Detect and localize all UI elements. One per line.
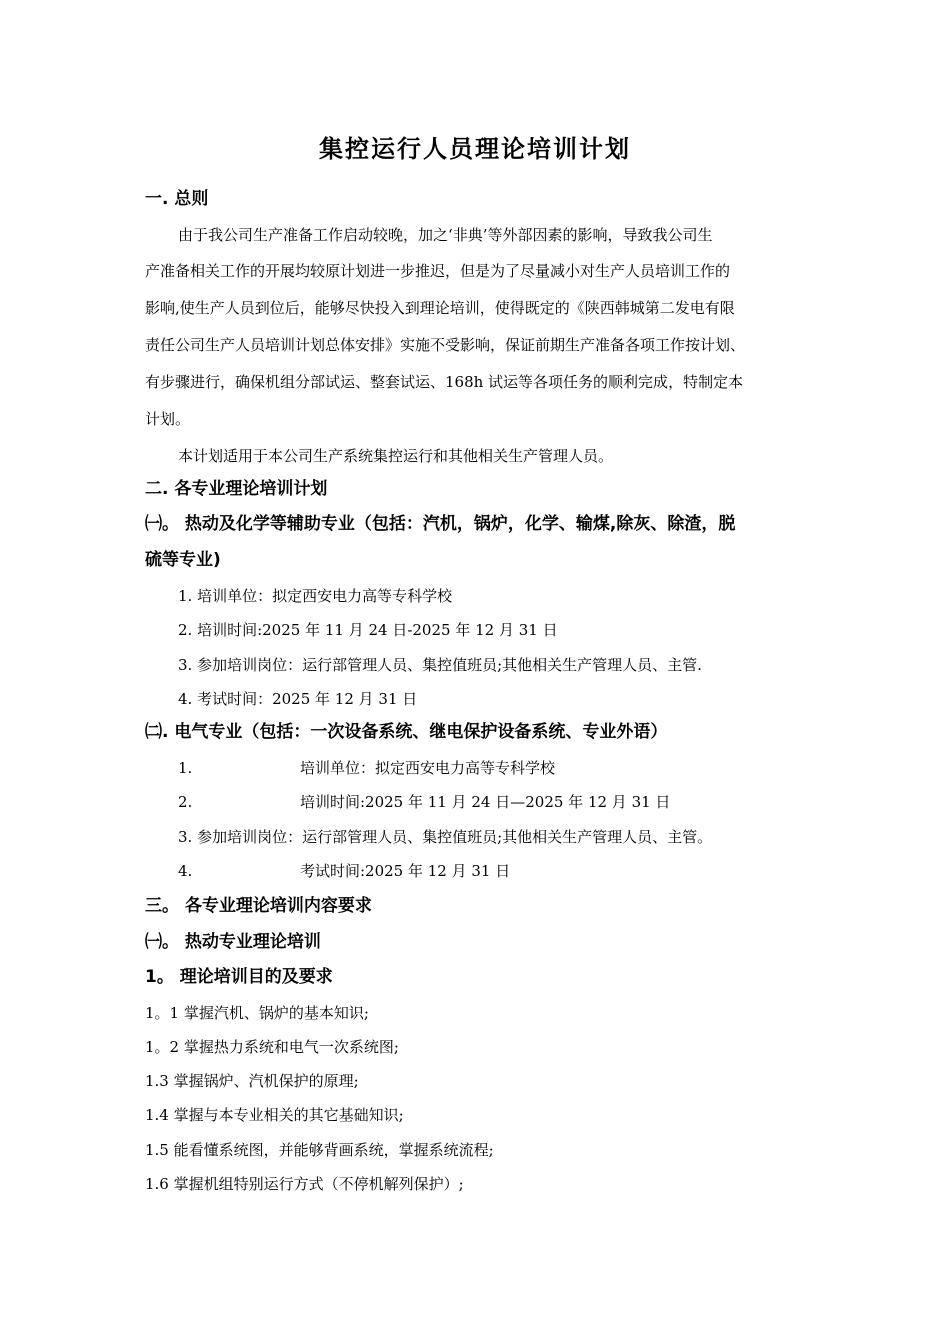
section-3-heading: 三。 各专业理论培训内容要求 [145, 896, 372, 916]
list-item: 培训时间:2025 年 11 月 24 日—2025 年 12 月 31 日 [300, 793, 671, 811]
list-item: 培训单位：拟定西安电力高等专科学校 [300, 759, 556, 777]
list-item: 4. 考试时间：2025 年 12 月 31 日 [178, 690, 418, 708]
list-item: 1. 培训单位：拟定西安电力高等专科学校 [178, 587, 453, 605]
paragraph-line: 产准备相关工作的开展均较原计划进一步推迟，但是为了尽量减小对生产人员培训工作的 [145, 262, 731, 280]
subsection-heading-line: 硫等专业) [145, 550, 221, 570]
list-item: 1.4 掌握与本专业相关的其它基础知识; [145, 1106, 404, 1124]
list-item: 1。2 掌握热力系统和电气一次系统图; [145, 1038, 399, 1056]
paragraph-line: 责任公司生产人员培训计划总体安排》实施不受影响，保证前期生产准备各项工作按计划、 [145, 336, 746, 354]
list-item: 1.5 能看懂系统图，并能够背画系统，掌握系统流程; [145, 1141, 494, 1159]
list-item: 2. 培训时间:2025 年 11 月 24 日-2025 年 12 月 31 日 [178, 621, 558, 639]
paragraph-scope: 本计划适用于本公司生产系统集控运行和其他相关生产管理人员。 [178, 447, 614, 465]
list-item: 1.6 掌握机组特别运行方式（不停机解列保护）; [145, 1175, 464, 1193]
paragraph-line: 由于我公司生产准备工作启动较晚，加之‘非典’等外部因素的影响，导致我公司生 [178, 226, 713, 244]
paragraph-line: 有步骤进行，确保机组分部试运、整套试运、168h 试运等各项任务的顺利完成，特制定本 [145, 373, 744, 391]
subsection-heading: ㈠。 热动专业理论培训 [145, 932, 321, 952]
list-item-number: 2. [178, 793, 193, 811]
item-heading: 1。 理论培训目的及要求 [145, 967, 333, 987]
list-item-number: 1. [178, 759, 193, 777]
list-item: 1.3 掌握锅炉、汽机保护的原理; [145, 1072, 359, 1090]
section-2-heading: 二. 各专业理论培训计划 [145, 479, 328, 499]
paragraph-line: 计划。 [145, 410, 191, 428]
list-item: 1。1 掌握汽机、锅炉的基本知识; [145, 1004, 369, 1022]
list-item: 3. 参加培训岗位：运行部管理人员、集控值班员;其他相关生产管理人员、主管. [178, 656, 702, 674]
list-item-number: 4. [178, 862, 193, 880]
subsection-2-heading: ㈡. 电气专业（包括：一次设备系统、继电保护设备系统、专业外语） [145, 722, 668, 742]
document-title: 集控运行人员理论培训计划 [319, 135, 631, 163]
paragraph-line: 影响,使生产人员到位后，能够尽快投入到理论培训，使得既定的《陕西韩城第二发电有限 [145, 299, 735, 317]
subsection-heading-line: ㈠。 热动及化学等辅助专业（包括：汽机，锅炉，化学、输煤,除灰、除渣，脱 [145, 514, 736, 534]
list-item: 考试时间:2025 年 12 月 31 日 [300, 862, 511, 880]
section-1-heading: 一. 总则 [145, 189, 209, 209]
list-item: 3. 参加培训岗位：运行部管理人员、集控值班员;其他相关生产管理人员、主管。 [178, 828, 713, 846]
